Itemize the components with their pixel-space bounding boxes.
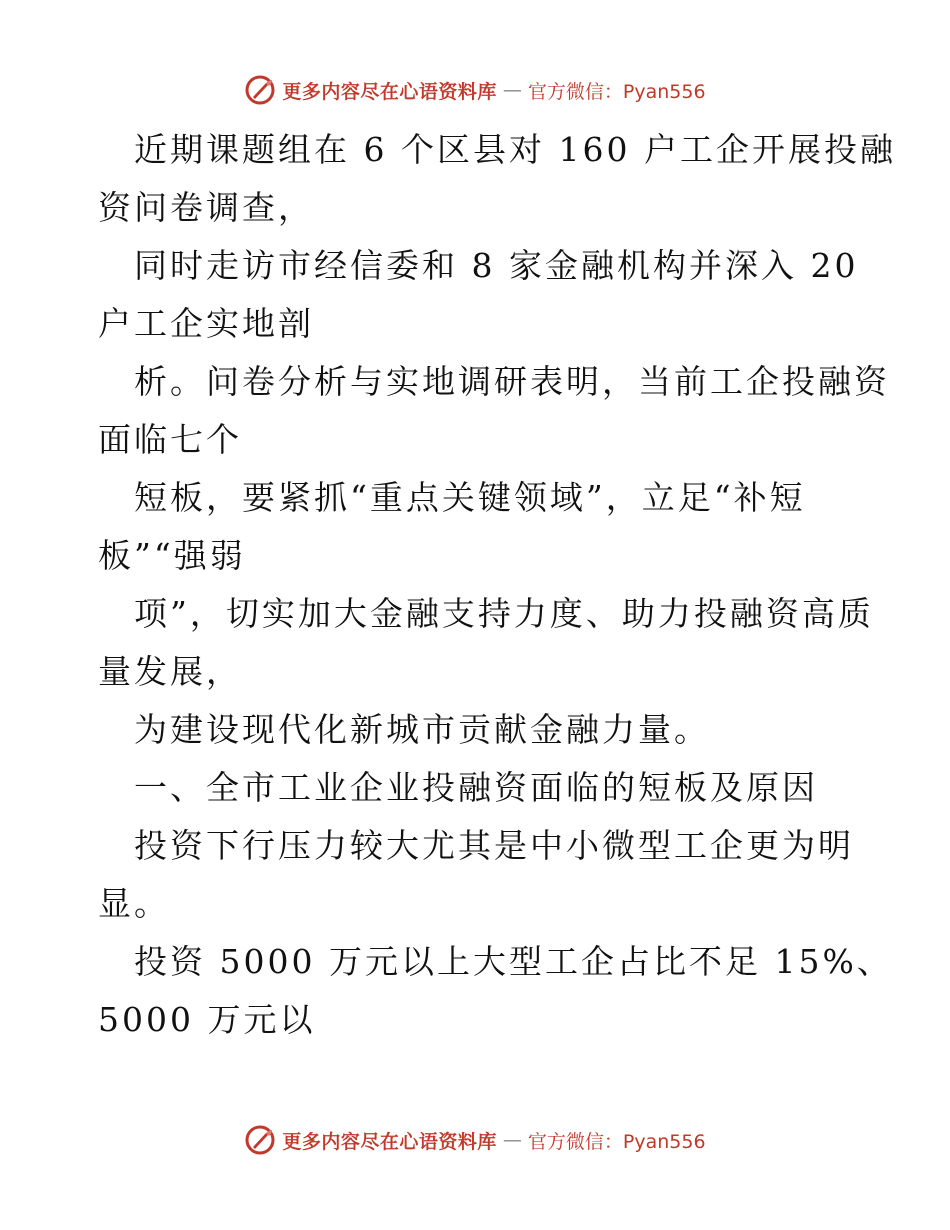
text-line: 同时走访市经信委和 8 家金融机构并深入 20 <box>134 246 859 285</box>
quill-circle-logo <box>244 74 276 106</box>
text-line: 投资 5000 万元以上大型工企占比不足 15%、 <box>134 942 893 981</box>
text-line: 短板，要紧抓“重点关键领域”，立足“补短 <box>134 478 806 517</box>
watermark-text: 更多内容尽在心语资料库 <box>282 1130 497 1153</box>
text-line: 显。 <box>98 884 170 923</box>
watermark-wechat: 官方微信：Pyan556 <box>527 1130 706 1153</box>
watermark-dash: — <box>502 79 522 101</box>
text-line: 户工企实地剖 <box>98 304 314 343</box>
section-heading: 一、全市工业企业投融资面临的短板及原因 <box>134 768 818 807</box>
text-line: 析。问卷分析与实地调研表明，当前工企投融资 <box>134 362 890 401</box>
header-watermark <box>0 70 950 110</box>
document-body <box>98 121 896 1049</box>
quill-circle-logo <box>244 1124 276 1156</box>
text-line: 投资下行压力较大尤其是中小微型工企更为明 <box>134 826 854 865</box>
text-line: 面临七个 <box>98 420 242 459</box>
footer-watermark <box>0 1120 950 1160</box>
watermark-text: 更多内容尽在心语资料库 <box>282 80 497 103</box>
text-line: 量发展， <box>98 652 242 691</box>
watermark-wechat: 官方微信：Pyan556 <box>527 80 706 103</box>
text-line: 资问卷调查， <box>98 188 314 227</box>
text-line: 板”“强弱 <box>98 536 246 575</box>
text-line: 5000 万元以 <box>98 1000 316 1039</box>
text-line: 项”，切实加大金融支持力度、助力投融资高质 <box>134 594 874 633</box>
watermark-dash: — <box>502 1129 522 1151</box>
text-line: 近期课题组在 6 个区县对 160 户工企开展投融 <box>134 130 896 169</box>
text-line: 为建设现代化新城市贡献金融力量。 <box>134 710 710 749</box>
